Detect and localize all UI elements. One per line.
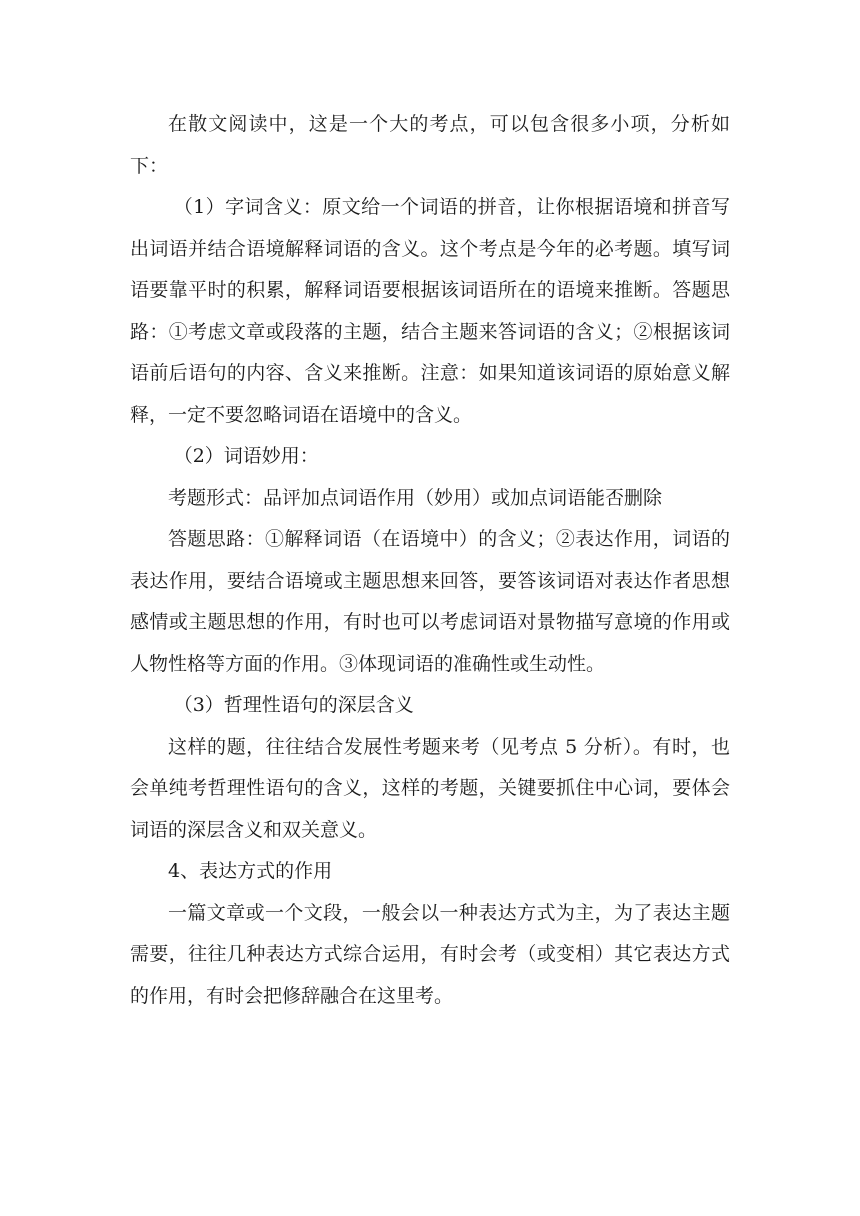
paragraph-question-form: 考题形式：品评加点词语作用（妙用）或加点词语能否删除 (168, 486, 663, 509)
paragraph-philosophical-heading: （3）哲理性语句的深层含义 (173, 694, 414, 716)
paragraph-word-meaning: （1）字词含义：原文给一个词语的拼音，让你根据语境和拼音写出词语并结合语境解释词语的含义。这个考点是今年的必考题。填写词语要靠平时的积累，解释词语要根据该词语所在的语境来推断。答题思路：①考虑文章或段落的主题，结合主题来答词语的含义；②根据该词语前后语句的内容、含义来推断。注意：如果知道该词语的原始意义解释，一定不要忽略词语在语境中的含义。 (130, 196, 730, 426)
document-body (130, 104, 730, 1017)
paragraph-expression-body: 一篇文章或一个文段，一般会以一种表达方式为主，为了表达主题需要，往往几种表达方式综合运用，有时会考（或变相）其它表达方式的作用，有时会把修辞融合在这里考。 (130, 901, 730, 1007)
paragraph-word-usage-heading: （2）词语妙用： (173, 445, 319, 467)
paragraph-intro: 在散文阅读中，这是一个大的考点，可以包含很多小项，分析如下： (130, 113, 730, 177)
paragraph-philosophical-body: 这样的题，往往结合发展性考题来考（见考点 5 分析）。有时，也会单纯考哲理性语句的含义，这样的考题，关键要抓住中心词，要体会词语的深层含义和双关意义。 (130, 735, 730, 841)
paragraph-answer-approach: 答题思路：①解释词语（在语境中）的含义；②表达作用，词语的表达作用，要结合语境或主题思想来回答，要答该词语对表达作者思想感情或主题思想的作用，有时也可以考虑词语对景物描写意境的作用或人物性格等方面的作用。③体现词语的准确性或生动性。 (130, 528, 730, 675)
paragraph-expression-heading: 4、表达方式的作用 (168, 860, 333, 882)
